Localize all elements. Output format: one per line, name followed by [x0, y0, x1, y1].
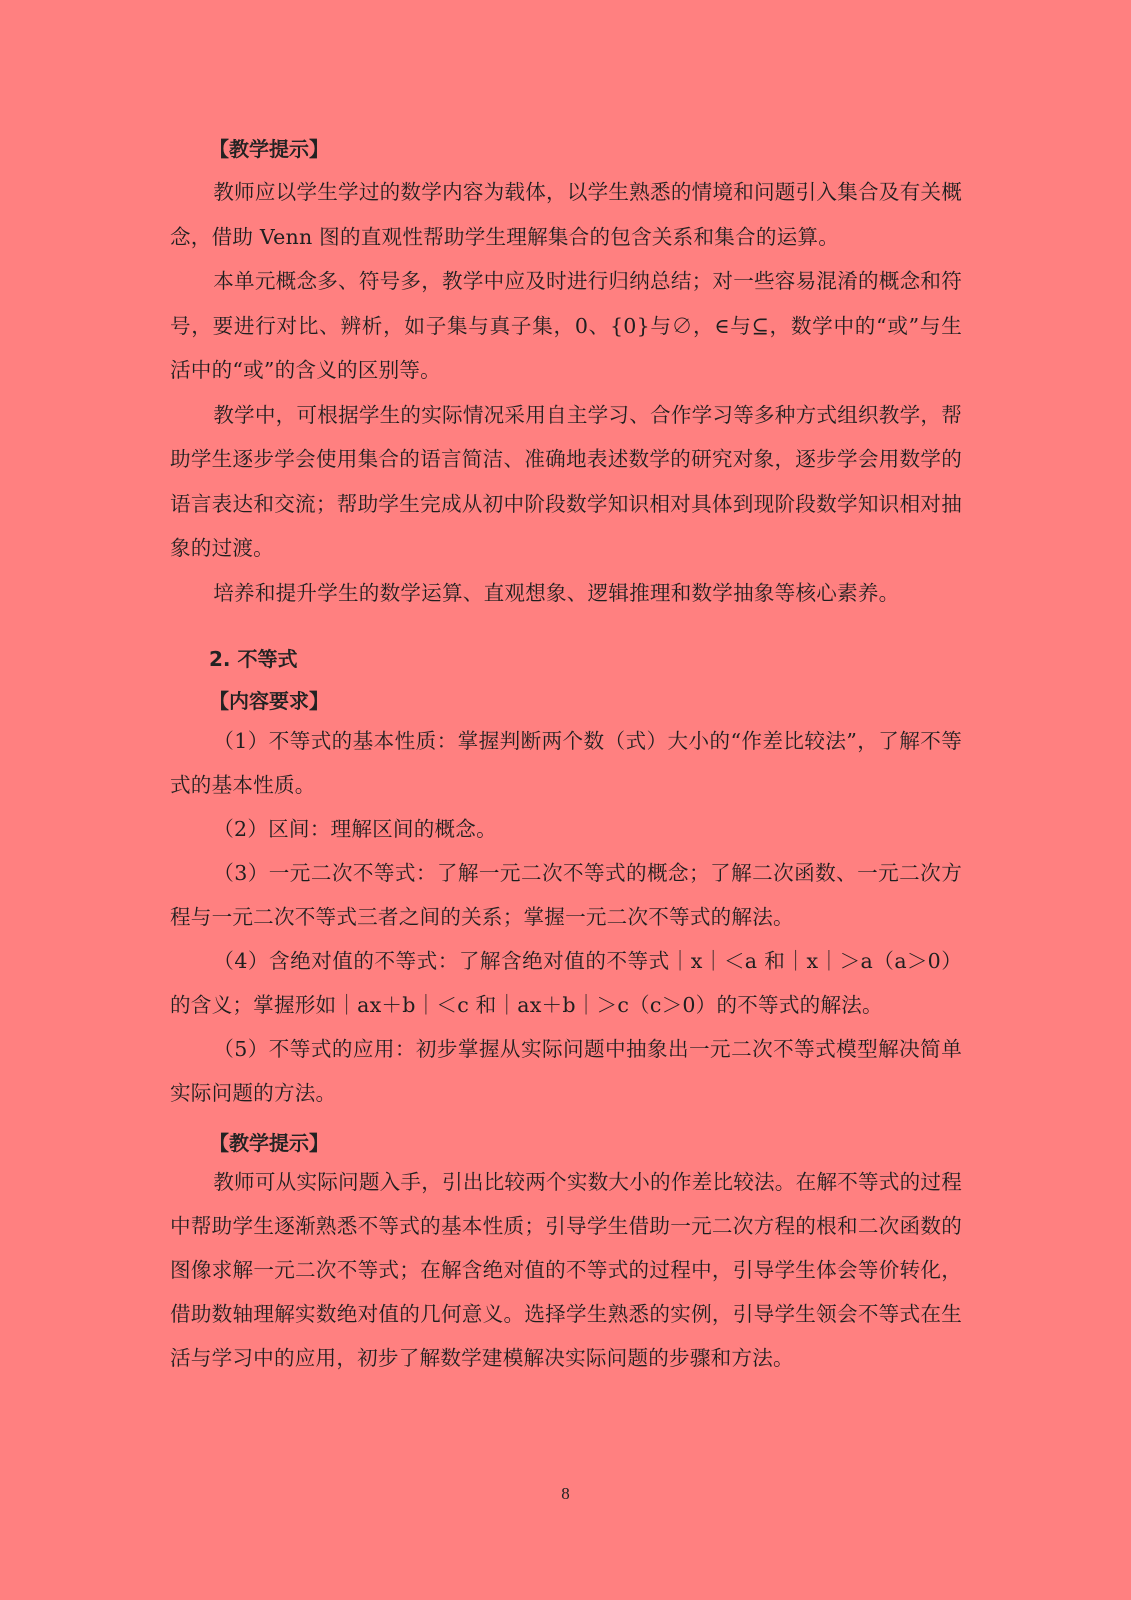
paragraph: （3）一元二次不等式：了解一元二次不等式的概念；了解二次函数、一元二次方程与一元二次不等式三者之间的关系；掌握一元二次不等式的解法。	[170, 861, 962, 929]
paragraph: 教师应以学生学过的数学内容为载体，以学生熟悉的情境和问题引入集合及有关概念，借助 Venn 图的直观性帮助学生理解集合的包含关系和集合的运算。	[170, 180, 962, 249]
section-title: 2. 不等式	[209, 647, 298, 671]
teaching-tips-heading: 【教学提示】	[209, 137, 329, 161]
paragraph: 教学中，可根据学生的实际情况采用自主学习、合作学习等多种方式组织教学，帮助学生逐步学会使用集合的语言简洁、准确地表述数学的研究对象，逐步学会用数学的语言表达和交流；帮助学生完成从初中阶段数学知识相对具体到现阶段数学知识相对抽象的过渡。	[170, 402, 962, 560]
content-requirements-body	[170, 719, 962, 1115]
page-number: 8	[561, 1484, 570, 1503]
teaching-tips-body	[170, 1160, 962, 1380]
paragraph: （1）不等式的基本性质：掌握判断两个数（式）大小的“作差比较法”，了解不等式的基本性质。	[170, 729, 962, 797]
paragraph: （5）不等式的应用：初步掌握从实际问题中抽象出一元二次不等式模型解决简单实际问题的方法。	[170, 1037, 962, 1105]
paragraph: （4）含绝对值的不等式：了解含绝对值的不等式｜x｜＜a 和｜x｜＞a（a＞0）的含义；掌握形如｜ax＋b｜＜c 和｜ax＋b｜＞c（c＞0）的不等式的解法。	[170, 949, 962, 1017]
paragraph: 培养和提升学生的数学运算、直观想象、逻辑推理和数学抽象等核心素养。	[213, 580, 900, 605]
teaching-tips-heading: 【教学提示】	[209, 1131, 329, 1155]
teaching-tips-body	[170, 170, 962, 615]
content-requirements-heading: 【内容要求】	[209, 689, 329, 713]
paragraph: 教师可从实际问题入手，引出比较两个实数大小的作差比较法。在解不等式的过程中帮助学生逐渐熟悉不等式的基本性质；引导学生借助一元二次方程的根和二次函数的图像求解一元二次不等式；在解含绝对值的不等式的过程中，引导学生体会等价转化，借助数轴理解实数绝对值的几何意义。选择学生熟悉的实例，引导学生领会不等式在生活与学习中的应用，初步了解数学建模解决实际问题的步骤和方法。	[170, 1170, 962, 1370]
paragraph: 本单元概念多、符号多，教学中应及时进行归纳总结；对一些容易混淆的概念和符号，要进行对比、辨析，如子集与真子集，0、{0}与∅，∈与⊆，数学中的“或”与生活中的“或”的含义的区别等。	[170, 269, 962, 382]
paragraph: （2）区间：理解区间的概念。	[213, 817, 497, 841]
